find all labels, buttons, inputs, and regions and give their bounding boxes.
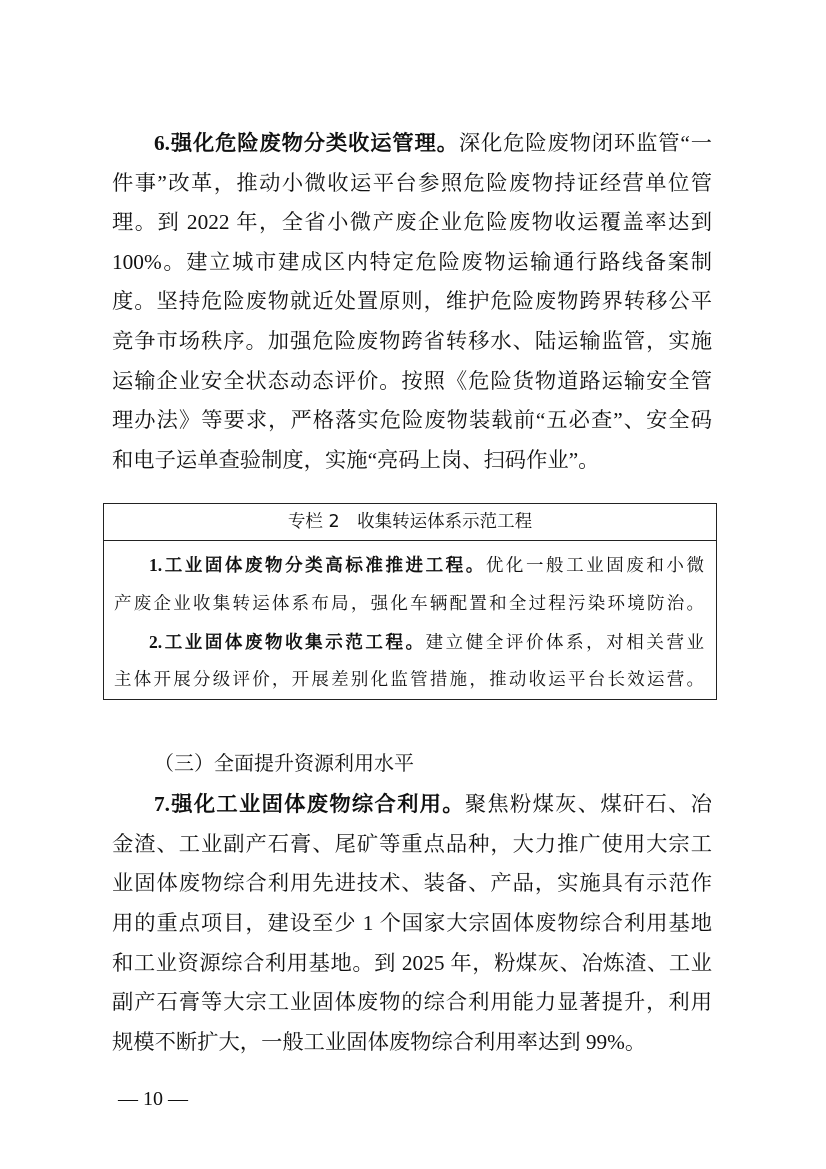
box-item-line: 产废企业收集转运体系布局，强化车辆配置和全过程污染环境防治。	[114, 593, 704, 613]
box-item-line: 主体开展分级评价，开展差别化监管措施，推动收运平台长效运营。	[114, 669, 704, 689]
paragraph-line: 度。坚持危险废物就近处置原则，维护危险废物跨界转移公平	[112, 289, 712, 313]
box-item-line: 1.工业固体废物分类高标准推进工程。优化一般工业固废和小微	[149, 555, 705, 575]
paragraph-line: 和电子运单查验制度，实施“亮码上岗、扫码作业”。	[112, 448, 600, 472]
box-item-lead: 2.工业固体废物收集示范工程。	[149, 632, 426, 652]
section-heading: （三）全面提升资源利用水平	[154, 751, 414, 775]
paragraph-line: 竞争市场秩序。加强危险废物跨省转移水、陆运输监管，实施	[112, 329, 712, 353]
paragraph-line: 运输企业安全状态动态评价。按照《危险货物道路运输安全管	[112, 369, 712, 393]
paragraph-lead: 7.强化工业固体废物综合利用。	[154, 792, 465, 816]
paragraph-line: 副产石膏等大宗工业固体废物的综合利用能力显著提升，利用	[112, 990, 712, 1014]
paragraph-lead: 6.强化危险废物分类收运管理。	[154, 131, 459, 155]
paragraph-line: 和工业资源综合利用基地。到 2025 年，粉煤灰、冶炼渣、工业	[112, 951, 712, 975]
paragraph-line: 金渣、工业副产石膏、尾矿等重点品种，大力推广使用大宗工	[112, 832, 712, 856]
paragraph-line: 7.强化工业固体废物综合利用。聚焦粉煤灰、煤矸石、冶	[154, 792, 712, 816]
column-box	[103, 503, 717, 700]
box-item-lead: 1.工业固体废物分类高标准推进工程。	[149, 555, 486, 575]
paragraph-line: 理办法》等要求，严格落实危险废物装载前“五必查”、安全码	[112, 408, 712, 432]
paragraph-line: 业固体废物综合利用先进技术、装备、产品，实施具有示范作	[112, 871, 712, 895]
page-number: — 10 —	[118, 1088, 188, 1110]
column-box-title: 专栏 2 收集转运体系示范工程	[104, 504, 716, 541]
paragraph-line: 规模不断扩大，一般工业固体废物综合利用率达到 99%。	[112, 1030, 647, 1054]
paragraph-line: 用的重点项目，建设至少 1 个国家大宗固体废物综合利用基地	[112, 911, 712, 935]
paragraph-line: 6.强化危险废物分类收运管理。深化危险废物闭环监管“一	[154, 131, 712, 155]
paragraph-line: 理。到 2022 年，全省小微产废企业危险废物收运覆盖率达到	[112, 210, 712, 234]
box-item-line: 2.工业固体废物收集示范工程。建立健全评价体系，对相关营业	[149, 632, 705, 652]
paragraph-line: 件事”改革，推动小微收运平台参照危险废物持证经营单位管	[112, 171, 712, 195]
paragraph-line: 100%。建立城市建成区内特定危险废物运输通行路线备案制	[112, 250, 712, 274]
